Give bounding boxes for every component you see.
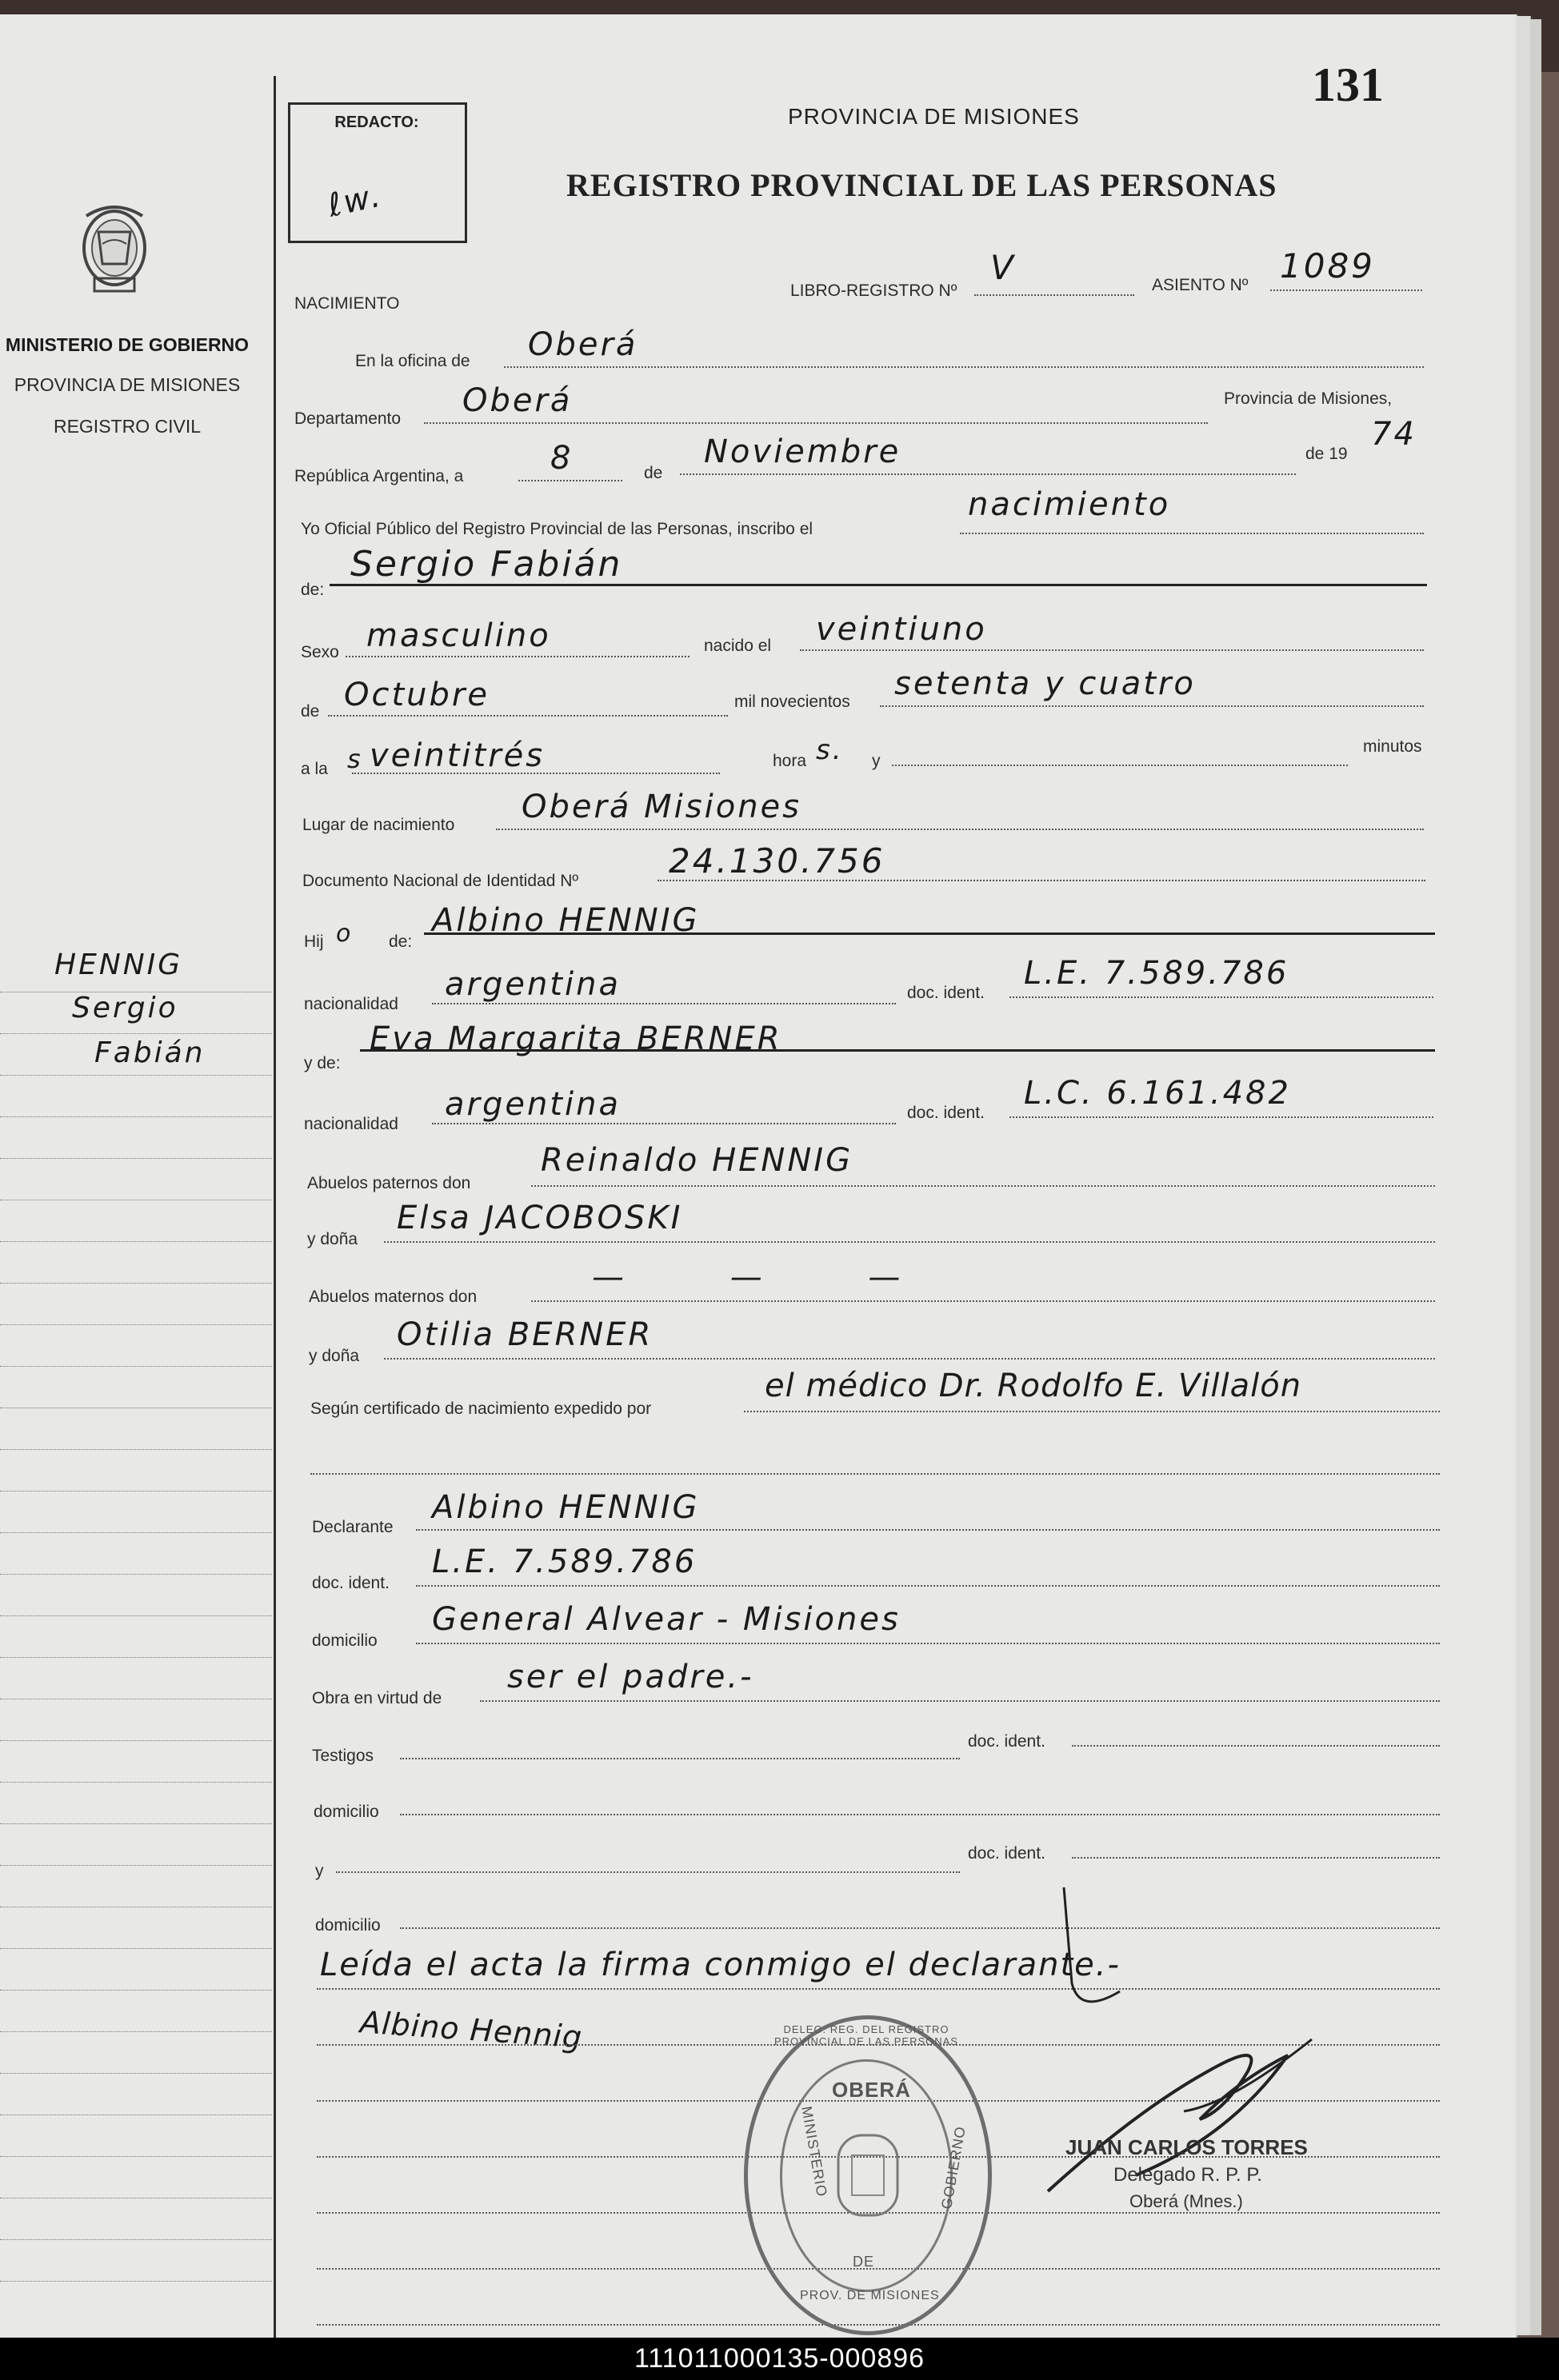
abuelos-paternos-value: Reinaldo HENNIG xyxy=(541,1142,853,1179)
lugar-value: Oberá Misiones xyxy=(522,789,802,825)
margin-rule-line xyxy=(0,1823,272,1824)
abuela-materna-line xyxy=(384,1358,1435,1360)
declarante-doc-value: L.E. 7.589.786 xyxy=(432,1543,698,1580)
mil-line xyxy=(880,705,1424,707)
margin-rule-line xyxy=(0,1366,272,1367)
registry-label: REGISTRO CIVIL xyxy=(53,416,202,437)
libro-value: V xyxy=(990,248,1016,287)
declarante-doc-line xyxy=(416,1585,1440,1587)
ministry-label: MINISTERIO DE GOBIERNO xyxy=(5,334,250,355)
doc-padre-value: L.E. 7.589.786 xyxy=(1024,955,1289,992)
testigo-y-label: y xyxy=(315,1862,324,1880)
doc-padre-label: doc. ident. xyxy=(907,984,985,1002)
testigos-doc-line xyxy=(1072,1745,1440,1747)
margin-rule-line xyxy=(0,1158,272,1159)
testigos-label: Testigos xyxy=(312,1747,374,1765)
mil-label: mil novecientos xyxy=(734,693,850,711)
obra-line xyxy=(480,1700,1440,1702)
declarante-label: Declarante xyxy=(312,1518,394,1536)
oficina-label: En la oficina de xyxy=(355,352,470,370)
seal-emblem-icon xyxy=(832,2127,904,2223)
day-value: 8 xyxy=(550,440,574,477)
hora-label: hora xyxy=(773,752,807,770)
margin-rule-line xyxy=(0,1075,272,1076)
margin-divider xyxy=(274,76,276,2339)
abuelos-paternos-label: Abuelos paternos don xyxy=(307,1174,471,1192)
day-line xyxy=(518,480,622,481)
testigo-y-line xyxy=(336,1871,960,1873)
margin-rule-line xyxy=(0,1782,272,1783)
hora-prefix: s xyxy=(347,744,363,774)
declarante-domicilio-value: General Alvear - Misiones xyxy=(432,1601,901,1638)
certificado-label: Según certificado de nacimiento expedido por xyxy=(310,1400,652,1418)
certificado-line2 xyxy=(310,1473,1440,1475)
inscribo-line xyxy=(960,533,1424,534)
mil-value: setenta y cuatro xyxy=(894,665,1196,702)
margin-rule-line xyxy=(0,1740,272,1741)
padre-name: Albino HENNIG xyxy=(432,902,700,939)
inscribo-value: nacimiento xyxy=(968,486,1171,523)
sexo-line xyxy=(346,656,690,657)
abuelos-maternos-value: — — — xyxy=(592,1259,949,1296)
mes-value: Octubre xyxy=(344,677,490,713)
doc-madre-value: L.C. 6.161.482 xyxy=(1024,1075,1291,1112)
departamento-line xyxy=(424,422,1208,424)
departamento-label: Departamento xyxy=(294,409,402,428)
inscribo-label: Yo Oficial Público del Registro Provincial de las Personas, inscribo el xyxy=(301,520,813,538)
departamento-value: Oberá xyxy=(462,382,573,419)
abuela-materna-label: y doña xyxy=(309,1347,360,1365)
nacido-value: veintiuno xyxy=(816,611,987,648)
hijo-de-label: de: xyxy=(389,932,413,951)
margin-rule-line xyxy=(0,2031,272,2032)
declarante-value: Albino HENNIG xyxy=(432,1489,700,1526)
doc-madre-line xyxy=(1009,1116,1433,1118)
declarante-domicilio-label: domicilio xyxy=(312,1631,378,1650)
libro-label: LIBRO-REGISTRO Nº xyxy=(790,282,957,300)
margin-rule-line xyxy=(0,1532,272,1533)
certificado-line xyxy=(744,1411,1440,1412)
margin-rule-line xyxy=(0,1283,272,1284)
fecha-de-label: de xyxy=(644,464,663,482)
asiento-value: 1089 xyxy=(1280,246,1375,286)
abuela-paterna-value: Elsa JACOBOSKI xyxy=(397,1200,683,1236)
fecha-label: República Argentina, a xyxy=(294,467,464,485)
hijo-suffix: o xyxy=(336,920,354,948)
documento-value: 24.130.756 xyxy=(669,841,885,881)
seal-top-text: OBERÁ xyxy=(832,2078,911,2102)
official-place: Oberá (Mnes.) xyxy=(1129,2191,1243,2211)
nacido-line xyxy=(800,649,1424,651)
page-edge xyxy=(1516,16,1531,2335)
lugar-label: Lugar de nacimiento xyxy=(302,816,455,834)
margin-rule-line xyxy=(0,1657,272,1658)
de-label: de: xyxy=(301,581,325,599)
nacionalidad-padre-line xyxy=(432,1003,896,1004)
official-name: JUAN CARLOS TORRES xyxy=(1065,2135,1308,2159)
asiento-label: ASIENTO Nº xyxy=(1152,276,1249,294)
departamento-suffix: Provincia de Misiones, xyxy=(1224,389,1393,408)
redacto-initials: ℓw. xyxy=(324,177,386,225)
hora-y-label: y xyxy=(872,752,881,770)
abuela-materna-value: Otilia BERNER xyxy=(397,1316,654,1353)
seal-de-text: DE xyxy=(853,2254,875,2270)
declarante-doc-label: doc. ident. xyxy=(312,1574,390,1592)
hora-hora-value: s. xyxy=(816,734,844,766)
testigo-y-doc-label: doc. ident. xyxy=(968,1844,1045,1863)
madre-label: y de: xyxy=(304,1054,341,1072)
nacido-label: nacido el xyxy=(704,637,772,655)
testigo2-domicilio-label: domicilio xyxy=(315,1916,381,1935)
margin-surname: HENNIG xyxy=(54,948,183,981)
abuelos-maternos-label: Abuelos maternos don xyxy=(309,1288,478,1306)
margin-rule-line xyxy=(0,2239,272,2240)
page-number: 131 xyxy=(1312,58,1384,111)
doc-madre-label: doc. ident. xyxy=(907,1104,985,1122)
seal-bottom-text: PROV. DE MISIONES xyxy=(800,2289,940,2302)
month-value: Noviembre xyxy=(704,433,901,470)
testigo-domicilio-line xyxy=(400,1814,1440,1815)
margin-rule-line xyxy=(0,2281,272,2282)
closing-note: Leída el acta la firma conmigo el declarante.- xyxy=(320,1947,1121,1983)
abuela-paterna-label: y doña xyxy=(307,1230,358,1248)
documento-label: Documento Nacional de Identidad Nº xyxy=(302,872,579,890)
month-line xyxy=(680,473,1296,475)
nacionalidad-padre-label: nacionalidad xyxy=(304,995,398,1013)
margin-rule-line xyxy=(0,1990,272,1991)
libro-line xyxy=(974,294,1134,296)
margin-rule-line xyxy=(0,1324,272,1325)
abuelos-maternos-line xyxy=(531,1300,1435,1302)
redacto-label: REDACTO: xyxy=(334,114,419,131)
footer-id: 111011000135-000896 xyxy=(634,2343,925,2374)
margin-rule-line xyxy=(0,2114,272,2115)
abuelos-paternos-line xyxy=(531,1185,1435,1187)
certificado-value: el médico Dr. Rodolfo E. Villalón xyxy=(765,1368,1302,1404)
oficina-line xyxy=(504,366,1424,368)
testigo-domicilio-label: domicilio xyxy=(314,1803,379,1821)
margin-rule-line xyxy=(0,1241,272,1242)
nacionalidad-madre-value: argentina xyxy=(445,1086,621,1123)
doc-padre-line xyxy=(1009,996,1433,998)
nacionalidad-madre-label: nacionalidad xyxy=(304,1115,398,1133)
seal-left-text: MINISTERIO xyxy=(798,2105,830,2198)
declarante-line xyxy=(416,1529,1440,1531)
margin-rule-line xyxy=(0,1574,272,1575)
mes-line xyxy=(328,715,728,717)
margin-rule-line xyxy=(0,1449,272,1450)
margin-rule-line xyxy=(0,1948,272,1949)
page-edge xyxy=(1530,19,1541,2335)
margin-rule-line xyxy=(0,2073,272,2074)
declarante-signature: Albino Hennig xyxy=(358,2004,584,2055)
nacionalidad-madre-line xyxy=(432,1123,896,1124)
mes-de-label: de xyxy=(301,702,320,721)
margin-rule-line xyxy=(0,2156,272,2157)
margin-rule-line xyxy=(0,1116,272,1117)
year-value: 74 xyxy=(1371,416,1417,453)
testigo-y-doc-line xyxy=(1072,1857,1440,1859)
nacionalidad-padre-value: argentina xyxy=(445,966,621,1003)
margin-rule-line xyxy=(0,1865,272,1866)
margin-rule-line xyxy=(0,1615,272,1616)
testigos-doc-label: doc. ident. xyxy=(968,1732,1045,1751)
minutos-line xyxy=(892,765,1348,766)
abuela-paterna-line xyxy=(384,1241,1435,1243)
minutos-label: minutos xyxy=(1363,737,1422,756)
oficina-value: Oberá xyxy=(528,326,638,363)
margin-name2: Fabián xyxy=(94,1036,206,1069)
declarante-domicilio-line xyxy=(416,1643,1440,1644)
header-title: REGISTRO PROVINCIAL DE LAS PERSONAS xyxy=(566,167,1277,203)
obra-label: Obra en virtud de xyxy=(312,1689,442,1707)
child-name: Sergio Fabián xyxy=(350,544,623,585)
madre-name: Eva Margarita BERNER xyxy=(370,1020,782,1057)
hora-value: veintitrés xyxy=(370,737,546,774)
lugar-line xyxy=(496,829,1424,830)
year-label: de 19 xyxy=(1305,445,1348,463)
official-role: Delegado R. P. P. xyxy=(1113,2164,1262,2186)
header-province: PROVINCIA DE MISIONES xyxy=(788,104,1080,129)
province-emblem-icon xyxy=(62,200,166,308)
sexo-value: masculino xyxy=(366,617,551,654)
hijo-label: Hij xyxy=(304,932,324,951)
sexo-label: Sexo xyxy=(301,643,339,661)
testigos-line xyxy=(400,1758,960,1759)
margin-rule-line xyxy=(0,1033,272,1034)
seal-ring-text: DELEG. REG. DEL REGISTRO PROVINCIAL DE LAS PERSONAS xyxy=(774,2023,958,2047)
seal-right-text: GOBIERNO xyxy=(938,2124,969,2210)
act-type-label: NACIMIENTO xyxy=(294,294,400,313)
asiento-line xyxy=(1270,290,1422,291)
hora-a-label: a la xyxy=(301,760,328,778)
margin-name1: Sergio xyxy=(72,992,178,1024)
obra-value: ser el padre.- xyxy=(507,1659,754,1695)
province-label: PROVINCIA DE MISIONES xyxy=(14,374,241,395)
